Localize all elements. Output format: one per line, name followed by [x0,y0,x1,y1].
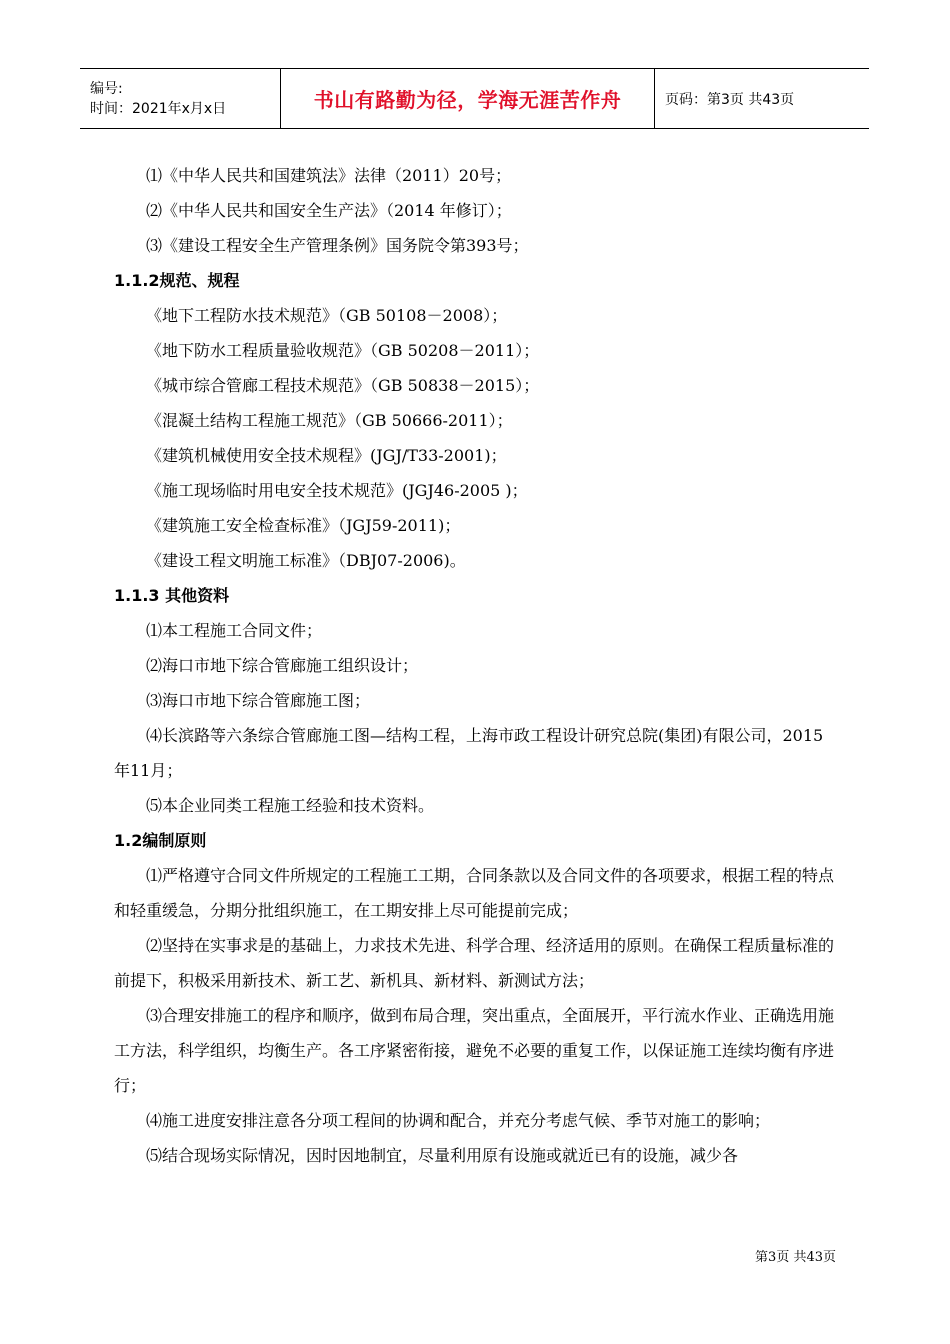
section-heading-1-1-2: 1.1.2规范、规程 [114,271,240,290]
material-item: ⑸本企业同类工程施工经验和技术资料。 [146,796,435,815]
standard-item: 《施工现场临时用电安全技术规范》(JGJ46-2005 )； [146,481,528,500]
motto-text: 书山有路勤为径，学海无涯苦作舟 [313,88,622,112]
law-item: ⑵《中华人民共和国安全生产法》（2014 年修订）； [146,201,512,220]
principle-item: ⑶合理安排施工的程序和顺序，做到布局合理，突出重点，全面展开，平行流水作业、正确选用施工方法，科学组织，均衡生产。各工序紧密衔接，避免不必要的重复工作，以保证施工连续均衡有序进行； [114,1006,835,1095]
header-page-label: 页码：第3页 共43页 [665,91,795,108]
principle-item: ⑴严格遵守合同文件所规定的工程施工工期，合同条款以及合同文件的各项要求，根据工程的特点和轻重缓急，分期分批组织施工，在工期安排上尽可能提前完成； [114,866,835,920]
standard-item: 《建筑机械使用安全技术规程》(JGJ/T33-2001)； [146,446,507,465]
standard-item: 《城市综合管廊工程技术规范》（GB 50838－2015）； [146,376,540,395]
standard-item: 《混凝土结构工程施工规范》（GB 50666-2011）； [146,411,513,430]
standard-item: 《地下防水工程质量验收规范》（GB 50208－2011）； [146,341,540,360]
document-body [114,158,838,1173]
standard-item: 《建筑施工安全检查标准》（JGJ59-2011)； [146,516,461,535]
time-label: 时间：2021年x月x日 [90,100,227,117]
section-heading-1-2: 1.2编制原则 [114,831,207,850]
material-item: ⑷长滨路等六条综合管廊施工图—结构工程，上海市政工程设计研究总院(集团)有限公司，2015年11月； [114,726,824,780]
standard-item: 《建设工程文明施工标准》（DBJ07-2006)。 [146,551,466,570]
header-motto-cell [281,69,655,128]
material-item: ⑴本工程施工合同文件； [146,621,323,640]
law-item: ⑶《建设工程安全生产管理条例》国务院令第393号； [146,236,529,255]
principle-item: ⑸结合现场实际情况，因时因地制宜，尽量利用原有设施或就近已有的设施，减少各 [146,1146,739,1165]
material-item: ⑶海口市地下综合管廊施工图； [146,691,371,710]
page-footer: 第3页 共43页 [755,1250,836,1265]
principle-item: ⑵坚持在实事求是的基础上，力求技术先进、科学合理、经济适用的原则。在确保工程质量标准的前提下，积极采用新技术、新工艺、新机具、新材料、新测试方法； [114,936,835,990]
page-header [80,68,869,129]
principle-item: ⑷施工进度安排注意各分项工程间的协调和配合，并充分考虑气候、季节对施工的影响； [146,1111,771,1130]
section-heading-1-1-3: 1.1.3 其他资料 [114,586,230,605]
header-page-cell [655,69,869,128]
standard-item: 《地下工程防水技术规范》（GB 50108－2008）； [146,306,508,325]
header-meta-cell [80,69,281,128]
law-item: ⑴《中华人民共和国建筑法》法律（2011）20号； [146,166,512,185]
number-label: 编号: [90,80,123,97]
material-item: ⑵海口市地下综合管廊施工组织设计； [146,656,419,675]
